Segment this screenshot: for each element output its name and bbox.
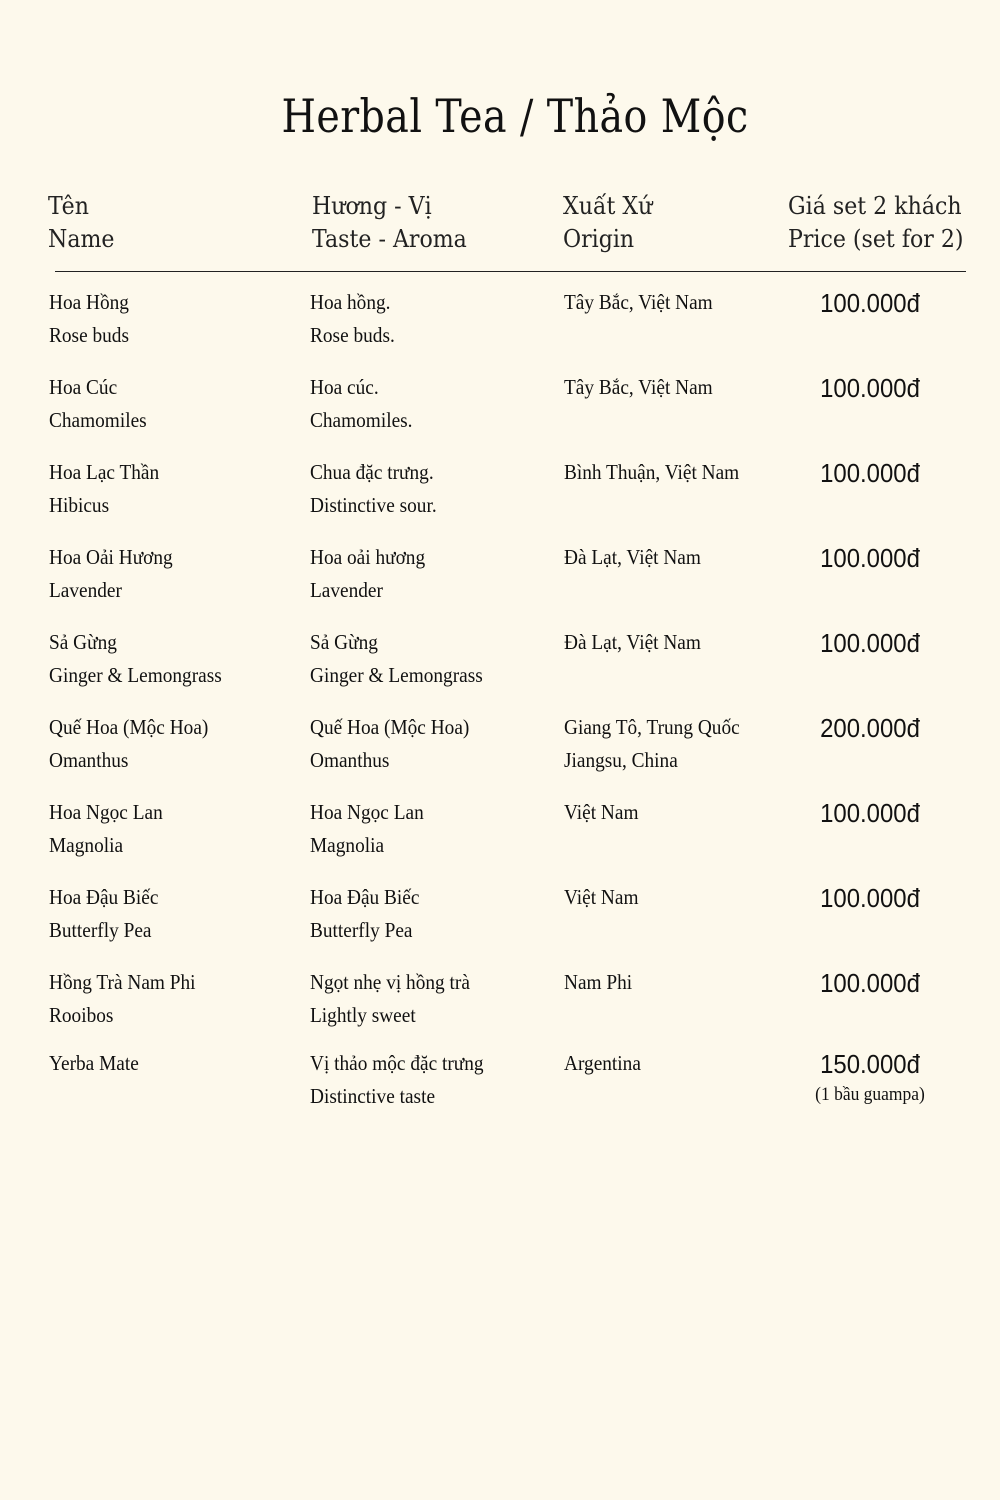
item-taste-vi: Hoa Ngọc Lan (310, 800, 424, 824)
item-name-vi: Hoa Hồng (49, 290, 129, 314)
menu-list (0, 286, 1000, 1137)
item-price (796, 286, 943, 322)
header-origin-en: Origin (563, 225, 635, 253)
menu-item (0, 541, 1000, 626)
item-name (49, 626, 222, 692)
item-name (49, 286, 129, 352)
item-origin (564, 881, 638, 914)
item-name-vi: Sả Gừng (49, 630, 117, 654)
item-origin-en: Jiangsu, China (564, 748, 678, 772)
menu-item (0, 1047, 1000, 1137)
item-name-vi: Quế Hoa (Mộc Hoa) (49, 715, 209, 739)
header-name (48, 190, 114, 256)
item-name (49, 1047, 139, 1080)
item-price-note: (1 bầu guampa) (815, 1084, 925, 1105)
item-name (49, 456, 159, 522)
item-taste-en: Omanthus (310, 748, 390, 772)
header-origin (563, 190, 652, 256)
menu-item (0, 881, 1000, 966)
item-price (796, 966, 943, 1002)
menu-item (0, 796, 1000, 881)
item-origin-vi: Việt Nam (564, 800, 639, 824)
item-name-en: Omanthus (49, 748, 129, 772)
item-origin (564, 626, 701, 659)
item-taste (310, 286, 395, 352)
item-taste (310, 881, 419, 947)
menu-item (0, 286, 1000, 371)
item-price-value: 100.000đ (820, 628, 920, 658)
item-price-value: 100.000đ (820, 373, 920, 403)
item-name-vi: Hoa Cúc (49, 375, 118, 399)
header-taste-en: Taste - Aroma (312, 225, 467, 253)
item-price (796, 881, 943, 917)
header-name-vi: Tên (48, 192, 89, 220)
item-taste-vi: Sả Gừng (310, 630, 378, 654)
item-name-vi: Hồng Trà Nam Phi (49, 970, 196, 994)
item-taste (310, 966, 470, 1032)
header-taste-vi: Hương - Vị (312, 192, 432, 220)
item-price (796, 711, 943, 747)
item-price-value: 100.000đ (820, 968, 920, 998)
item-price (796, 1047, 943, 1107)
page-title: Herbal Tea / Thảo Mộc (281, 89, 749, 143)
item-origin (564, 966, 632, 999)
item-taste-vi: Vị thảo mộc đặc trưng (310, 1051, 484, 1075)
item-name (49, 966, 196, 1032)
item-origin (564, 286, 713, 319)
item-name-en: Lavender (49, 578, 122, 602)
item-name-vi: Yerba Mate (49, 1051, 139, 1075)
item-taste (310, 541, 425, 607)
item-price (796, 456, 943, 492)
item-name-vi: Hoa Oải Hương (49, 545, 173, 569)
menu-item (0, 371, 1000, 456)
item-taste-vi: Hoa Đậu Biếc (310, 885, 420, 909)
item-taste (310, 796, 424, 862)
menu-item (0, 966, 1000, 1051)
item-name (49, 371, 147, 437)
item-name-en: Rose buds (49, 323, 129, 347)
item-price-value: 100.000đ (820, 288, 920, 318)
item-taste-vi: Hoa oải hương (310, 545, 426, 569)
item-taste-en: Butterfly Pea (310, 918, 413, 942)
item-price-value: 100.000đ (820, 883, 920, 913)
item-price-value: 200.000đ (820, 713, 920, 743)
header-name-en: Name (48, 225, 115, 253)
item-taste-vi: Hoa hồng. (310, 290, 391, 314)
item-name-en: Magnolia (49, 833, 124, 857)
item-price (796, 371, 943, 407)
item-origin-vi: Tây Bắc, Việt Nam (564, 290, 713, 314)
item-origin-vi: Giang Tô, Trung Quốc (564, 715, 740, 739)
item-taste-en: Distinctive taste (310, 1084, 436, 1108)
item-name-vi: Hoa Lạc Thần (49, 460, 160, 484)
item-origin-vi: Bình Thuận, Việt Nam (564, 460, 740, 484)
menu-item (0, 456, 1000, 541)
item-taste (310, 626, 483, 692)
item-taste (310, 371, 413, 437)
item-taste-en: Magnolia (310, 833, 385, 857)
header-divider (55, 271, 966, 272)
item-taste-vi: Chua đặc trưng. (310, 460, 434, 484)
item-taste-en: Distinctive sour. (310, 493, 437, 517)
item-price (796, 796, 943, 832)
menu-item (0, 626, 1000, 711)
item-taste-en: Lavender (310, 578, 383, 602)
menu-item (0, 711, 1000, 796)
item-taste (310, 456, 437, 522)
item-origin (564, 711, 740, 777)
header-origin-vi: Xuất Xứ (563, 192, 653, 220)
item-origin (564, 456, 739, 489)
item-origin-vi: Nam Phi (564, 970, 633, 994)
header-taste (312, 190, 467, 256)
item-name-vi: Hoa Ngọc Lan (49, 800, 163, 824)
item-taste (310, 711, 469, 777)
header-price-en: Price (set for 2) (788, 225, 964, 253)
item-taste (310, 1047, 484, 1113)
item-taste-en: Chamomiles. (310, 408, 413, 432)
item-name (49, 541, 173, 607)
item-price (796, 541, 943, 577)
item-name-en: Hibicus (49, 493, 110, 517)
item-origin (564, 1047, 641, 1080)
item-price-value: 100.000đ (820, 543, 920, 573)
item-price (796, 626, 943, 662)
item-taste-vi: Hoa cúc. (310, 375, 379, 399)
item-name (49, 711, 208, 777)
item-name-vi: Hoa Đậu Biếc (49, 885, 159, 909)
item-origin-vi: Tây Bắc, Việt Nam (564, 375, 713, 399)
item-name-en: Rooibos (49, 1003, 114, 1027)
header-price (788, 190, 964, 256)
item-name (49, 881, 158, 947)
item-taste-en: Ginger & Lemongrass (310, 663, 483, 687)
item-taste-en: Lightly sweet (310, 1003, 416, 1027)
item-origin-vi: Việt Nam (564, 885, 639, 909)
item-origin-vi: Đà Lạt, Việt Nam (564, 630, 701, 654)
item-name-en: Chamomiles (49, 408, 147, 432)
item-origin-vi: Argentina (564, 1051, 641, 1075)
item-taste-en: Rose buds. (310, 323, 395, 347)
item-price-value: 150.000đ (820, 1049, 920, 1079)
item-origin (564, 371, 713, 404)
item-taste-vi: Quế Hoa (Mộc Hoa) (310, 715, 470, 739)
item-name-en: Ginger & Lemongrass (49, 663, 222, 687)
item-origin (564, 796, 638, 829)
item-name-en: Butterfly Pea (49, 918, 152, 942)
item-price-value: 100.000đ (820, 798, 920, 828)
item-name (49, 796, 163, 862)
header-price-vi: Giá set 2 khách (788, 192, 962, 220)
item-taste-vi: Ngọt nhẹ vị hồng trà (310, 970, 470, 994)
item-origin (564, 541, 701, 574)
item-origin-vi: Đà Lạt, Việt Nam (564, 545, 701, 569)
item-price-value: 100.000đ (820, 458, 920, 488)
